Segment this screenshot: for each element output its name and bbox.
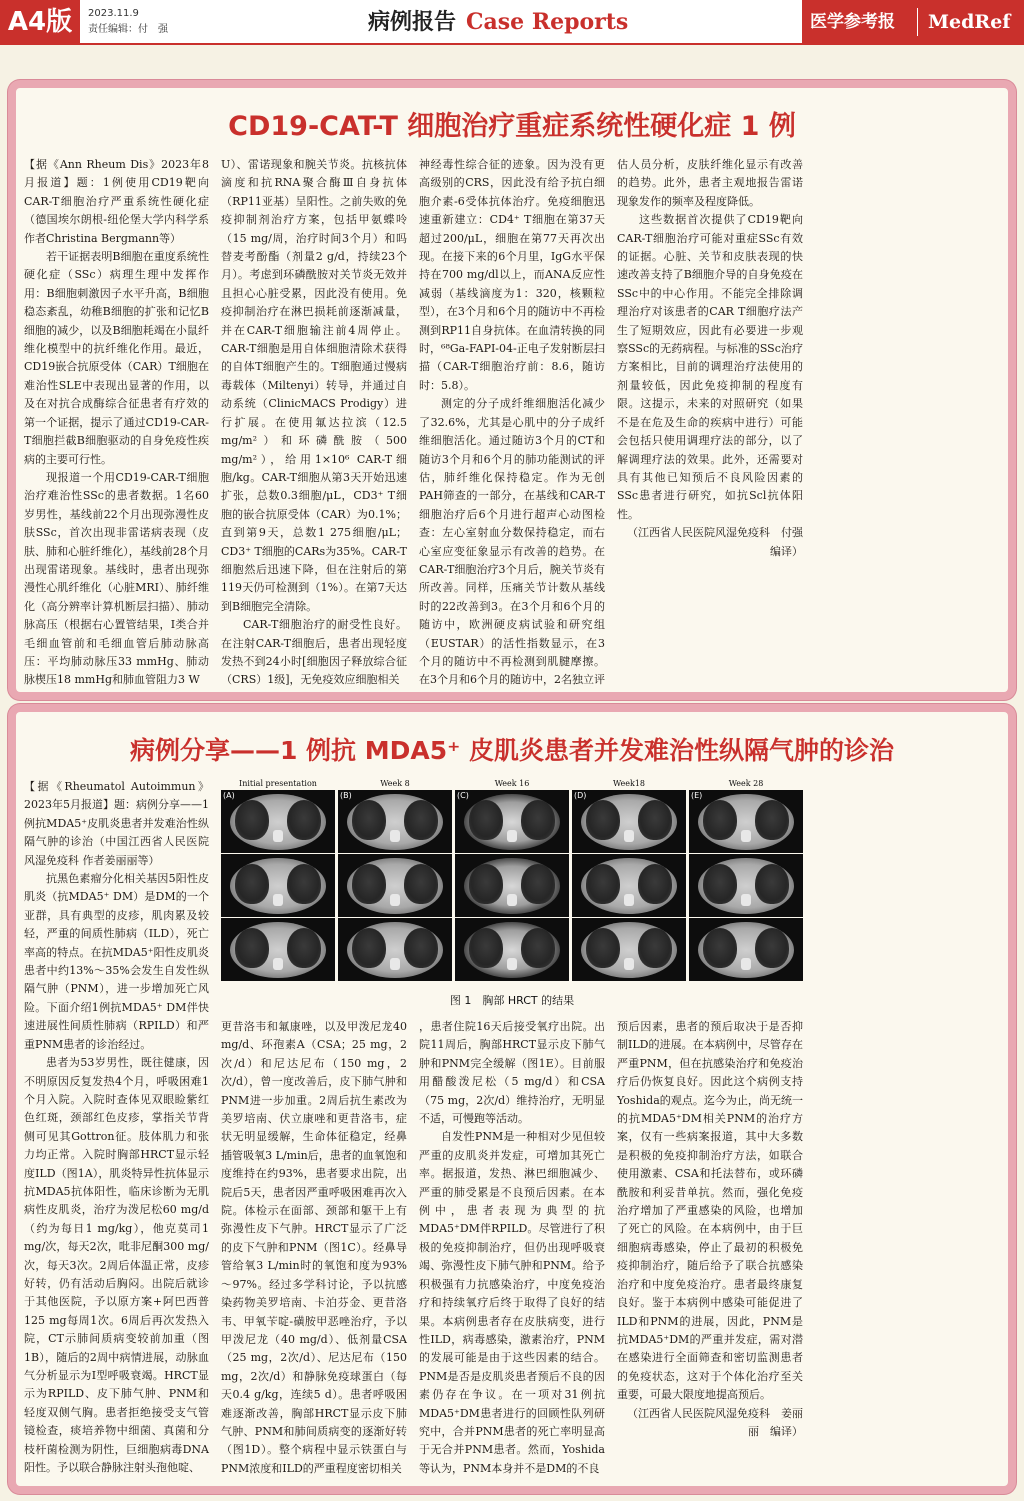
- article-signature: （江西省人民医院风湿免疫科 付强 编译）: [627, 526, 814, 558]
- edition-label: A4版: [0, 0, 80, 44]
- hrct-slice-image: [221, 918, 335, 981]
- hrct-slice-image: [338, 854, 452, 917]
- article-paragraph: 这些数据首次提供了CD19靶向CAR-T细胞治疗可能对重症SSc有效的证据。心脏、关节和皮肤表现的快速改善支持了B细胞介导的自身免疫在SSc中的中心作用。不能完全排除调理治疗对该患者的CAR T细胞疗法产生了短期效应，因此有必要进一步观察SSc的无药病程。与标准的SSc治疗方案相比，目前的调理治疗法使用的剂量较低，因此免疫抑制的程度有限。这提示，未来的对照研究（如果不是在危及生命的疾病中进行）可能会包括只使用调理疗法的部分，以了解调理疗法的效果。此外，还需要对具有其他已知预后不良风险因素的SSc患者进行研究，如抗Scl抗体阳性。: [617, 213, 803, 521]
- article-paragraph: 患者为53岁男性，既往健康，因不明原因反复发热4个月，呼吸困难1个月入院。入院时查体见双眼睑紫红色红斑，颈部红色皮疹，掌指关节背侧可见其Gottron征。肢体肌力和张力均正常。入院时胸部HRCT显示轻度ILD（图1A），肌炎特异性抗体显示抗MDA5抗体阳性，临床诊断为无肌病性皮肌炎，治疗为泼尼松60 mg/d（约为每日1 mg/kg），他克莫司1 mg/次，每天2次，吡非尼酮300 mg/次，每天3次。2周后体温正常，皮疹好转，仍有活动后胸闷。出院后就诊于其他医院，予以原方案+阿巴西普125 mg每周1次。6周后再次发热入院，CT示肺间质病变较前加重（图1B），随后的2周中病情进展，动脉血气分析显示为Ⅰ型呼吸衰竭。HRCT显示为RPILD、皮下肺气肿、PNM和轻度双侧气胸。患者拒绝接受支气管镜检查，痰培养物中细菌、真菌和分枝杆菌检测为阴性，巨细胞病毒DNA阳性。予以联合静脉注射头孢他啶、: [24, 1056, 209, 1475]
- article-paragraph: 抗黑色素瘤分化相关基因5阳性皮肌炎（抗MDA5⁺ DM）是DM的一个亚群，具有典型的皮疹，肌肉累及较轻，严重的间质性肺病（ILD），死亡率高的特点。在抗MDA5⁺阳性皮肌炎患者中约13%～35%会发生自发性纵隔气肿（PNM），进一步增加死亡风险。下面介绍1例抗MDA5⁺ DM伴快速进展性间质性肺病（RPILD）和严重PNM患者的诊治经过。: [24, 872, 209, 1051]
- hrct-timepoint-label: Week 28: [728, 779, 764, 788]
- issue-date: 2023.11.9: [88, 8, 139, 19]
- article-column: [815, 778, 1001, 1486]
- hrct-slice-image: [455, 918, 569, 981]
- hrct-panel-letter: (B): [340, 791, 352, 800]
- hrct-slice-image: [572, 790, 686, 853]
- article-paragraph: 更昔洛韦和氟康唑，以及甲泼尼龙40 mg/d、环孢素A（CSA；25 mg，2次/d）和尼达尼布（150 mg，2次/d），曾一度改善后，皮下肺气肿和PNM进一步加重。2周后抗生素改为美罗培南、伏立康唑和更昔洛韦，症状无明显缓解，生命体征稳定，经鼻插管吸氧3 L/min后，患者的血氧饱和度维持在约93%，患者要求出院，出院后5天，患者因严重呼吸困难再次入院。体检示在面部、颈部和躯干上有弥漫性皮下气肿。HRCT显示了广泛的皮下气肿和PNM（图1C）。经鼻导管给氧3 L/min时的氧饱和度为93%～97%。经过多学科讨论，予以抗感染药物美罗培南、卡泊芬金、更昔洛韦、甲氧苄啶-磺胺甲恶唑治疗，予以甲泼尼龙（40 mg/d）、低剂量CSA（25 mg，2次/d）、尼达尼布（150 mg，2次/d）和静脉免疫球蛋白（每天0.4 g/kg，连续5 d）。患者呼吸困难逐渐改善，胸部HRCT显示皮下肺气肿、PNM和肺间质病变的逐渐好转（图1D）。整个病程中显示铁蛋白与PNM浓度和ILD的严重程度密切相关: [221, 1020, 407, 1475]
- hrct-timepoint-label: Week 8: [380, 779, 410, 788]
- article-paragraph: 【据《Ann Rheum Dis》2023年8月报道】题：1例使用CD19靶向CAR-T细胞治疗严重系统性硬化症（德国埃尔朗根-纽伦堡大学内科学系 作者Christina Bergmann等）: [24, 158, 209, 245]
- hrct-panel-letter: (D): [574, 791, 587, 800]
- hrct-slice-image: [689, 790, 803, 853]
- issue-editor: 责任编辑：付 强: [88, 24, 168, 35]
- hrct-slice-image: [455, 854, 569, 917]
- issue-meta: [88, 6, 168, 38]
- article-signature: （江西省人民医院风湿免疫科 姜丽丽 编译）: [627, 1406, 803, 1438]
- article-column: [221, 156, 407, 696]
- hrct-slice-image: [689, 918, 803, 981]
- article-paragraph: 神经毒性综合征的迹象。因为没有更高级别的CRS，因此没有给予抗白细胞介素-6受体抗体治疗。免疫细胞迅速重新建立：CD4⁺ T细胞在第37天超过200/μL，细胞在第77天再次出现。在接下来的6个月里，IgG水平保持在700 mg/dl以上，而ANA反应性减弱（基线滴度为1：320，核颗粒型），在3个月和6个月的随访中不再检测到RP11自身抗体。在血清转换的同时，⁶⁸Ga-FAPI-04-正电子发射断层扫描（CAR-T细胞治疗前：8.6，随访时：5.8）。: [419, 158, 605, 392]
- hrct-slice-image: [221, 790, 335, 853]
- article-paragraph: 现报道一个用CD19-CAR-T细胞治疗难治性SSc的患者数据。1名60岁男性，基线前22个月出现弥漫性皮肤SSc，首次出现非雷诺病表现（皮肤、肺和心脏纤维化），基线前28个月出现雷诺现象。基线时，患者出现弥漫性心肌纤维化（心脏MRI）、肺纤维化（高分辨率计算机断层扫描）、肺动脉高压（根据右心置管结果，Ⅰ类合并毛细血管前和毛细血管后肺动脉高压：平均肺动脉压33 mmHg、肺动脉楔压18 mmHg和肺血管阻力3 W: [24, 470, 209, 687]
- article-paragraph: 若干证据表明B细胞在重度系统性硬化症（SSc）病理生理中发挥作用：B细胞刺激因子水平升高，B细胞稳态紊乱，幼稚B细胞的扩张和记忆B细胞的减少，以及B细胞耗竭在小鼠纤维化模型中的抗纤维化作用。最近，CD19嵌合抗原受体（CAR）T细胞在难治性SLE中表现出显著的作用，以及在对抗合成酶综合征患者有疗效的第一个证据，提示了通过CD19-CAR-T细胞拦截B细胞驱动的自身免疫性疾病的主要可行性。: [24, 250, 209, 466]
- hrct-timepoint-label: Week 16: [494, 779, 530, 788]
- hrct-panel-letter: (C): [457, 791, 469, 800]
- article-paragraph: 自发性PNM是一种相对少见但较严重的皮肌炎并发症，可增加其死亡率。据报道，发热、淋巴细胞减少、严重的肺受累是不良预后因素。在本例中，患者表现为典型的抗MDA5⁺DM伴RPILD。尽管进行了积极的免疫抑制治疗，但仍出现呼吸衰竭、弥漫性皮下肺气肿和PNM。给予积极强有力抗感染治疗，中度免疫治疗和持续氧疗后终于取得了良好的结果。本病例患者存在皮肤病变，进行性ILD，病毒感染，激素治疗，PNM的发展可能是由于这些因素的结合。PNM是否是皮肌炎患者预后不良的因素仍存在争议。在一项对31例抗MDA5⁺DM患者进行的回顾性队列研究中，合并PNM患者的死亡率明显高于无合并PNM患者。然而，Yoshida等认为，PNM本身并不是DM的不良: [419, 1130, 605, 1475]
- article-cd19-car-t: [8, 80, 1016, 700]
- hrct-series-column: [572, 778, 686, 986]
- article-paragraph: 估人员分析，皮肤纤维化显示有改善的趋势。此外，患者主观地报告雷诺现象发作的频率及程度降低。: [617, 158, 803, 208]
- article-column: [24, 778, 209, 1486]
- hrct-slice-image: [455, 790, 569, 853]
- masthead: [0, 0, 1024, 45]
- article-mda5-dermatomyositis: [8, 704, 1016, 1494]
- article-paragraph: ，患者住院16天后接受氧疗出院。出院11周后，胸部HRCT显示皮下肺气肿和PNM完全缓解（图1E）。目前服用醋酸泼尼松（5 mg/d）和CSA（75 mg，2次/d）维持治疗，无明显不适，可慢跑等活动。: [419, 1020, 605, 1126]
- hrct-series-column: [455, 778, 569, 986]
- hrct-slice-image: [572, 918, 686, 981]
- hrct-slice-image: [338, 918, 452, 981]
- brand-logo: [802, 0, 1024, 44]
- hrct-slice-image: [572, 854, 686, 917]
- article-paragraph: CAR-T细胞治疗的耐受性良好。在注射CAR-T细胞后，患者出现轻度发热不到24小时[细胞因子释放综合征（CRS）1级]，无免疫效应细胞相关: [221, 618, 407, 687]
- section-title-en: Case Reports: [466, 9, 629, 35]
- article-column: [24, 156, 209, 696]
- brand-name-cn: 医学参考报: [810, 12, 895, 32]
- figure-caption: 图 1 胸部 HRCT 的结果: [449, 994, 575, 1007]
- brand-divider: [917, 8, 918, 36]
- article-paragraph: U）、雷诺现象和腕关节炎。抗核抗体滴度和抗RNA聚合酶Ⅲ自身抗体（RP11亚基）呈阳性。之前失败的免疫抑制剂治疗方案，包括甲氨蝶呤（15 mg/周，治疗时间3个月）和吗替麦考酚酯（剂量2 g/d，持续23个月）。考虑到环磷酰胺对关节炎无效并且担心心脏受累，因此没有使用。免疫抑制治疗在淋巴损耗前逐渐减量，并在CAR-T细胞输注前4周停止。CAR-T细胞是用自体细胞清除术获得的自体T细胞产生的。T细胞通过慢病毒载体（Miltenyi）转导，并通过自动系统（ClinicMACS Prodigy）进行扩展。在使用氟达拉滨（12.5 mg/m²）和环磷酰胺（500 mg/m²），给用1×10⁶ CAR-T细胞/kg。CAR-T细胞从第3天开始迅速扩张，总数0.3细胞/μL，CD3⁺ T细胞的嵌合抗原受体（CAR）为0.1%；直到第9天，总数1 275细胞/μL；CD3⁺ T细胞的CARs为35%。CAR-T细胞然后迅速下降，但在注射后的第119天仍可检测到（1%）。在第7天达到B细胞完全清除。: [221, 158, 407, 613]
- article-column: [617, 1018, 803, 1486]
- article-title: 病例分享——1 例抗 MDA5⁺ 皮肌炎患者并发难治性纵隔气肿的诊治: [129, 736, 895, 765]
- hrct-image-grid: [221, 778, 803, 986]
- hrct-slice-image: [221, 854, 335, 917]
- article-column: [419, 156, 605, 696]
- hrct-timepoint-label: Week18: [612, 779, 646, 788]
- article-column: [617, 156, 814, 696]
- article-paragraph: 【据《Rheumatol Autoimmun》2023年5月报道】题：病例分享——1例抗MDA5⁺皮肌炎患者并发难治性纵隔气肿的诊治（中国江西省人民医院风湿免疫科 作者姜丽丽等）: [24, 780, 209, 867]
- brand-name-en: MedRef: [928, 11, 1011, 33]
- article-column: [815, 156, 1001, 696]
- article-paragraph: 预后因素，患者的预后取决于是否抑制ILD的进展。在本病例中，尽管存在严重PNM，但在抗感染治疗和免疫治疗后仍恢复良好。因此这个病例支持Yoshida的观点。迄今为止，尚无统一的抗MDA5⁺DM相关PNM的治疗方案，仅有一些病案报道，其中大多数是积极的免疫抑制治疗方法，如联合使用激素、CSA和托法替布，或环磷酰胺和利妥昔单抗。然而，强化免疫治疗增加了严重感染的风险，也增加了死亡的风险。在本病例中，由于巨细胞病毒感染，停止了最初的积极免疫抑制治疗，随后给予了联合抗感染治疗和中度免疫治疗。患者最终康复良好。鉴于本病例中感染可能促进了ILD和PNM的进展，因此，PNM是抗MDA5⁺DM的严重并发症，需对潜在感染进行全面筛查和密切监测患者的免疫状态，这对于个体化治疗至关重要，可最大限度地提高预后。: [617, 1020, 803, 1402]
- hrct-figure: [221, 778, 803, 1012]
- hrct-slice-image: [338, 790, 452, 853]
- section-title: [368, 0, 628, 44]
- hrct-slice-image: [689, 854, 803, 917]
- hrct-panel-letter: (A): [223, 791, 235, 800]
- hrct-panel-letter: (E): [691, 791, 703, 800]
- article-column: [221, 1018, 407, 1486]
- article-column: [419, 1018, 605, 1486]
- hrct-series-column: [689, 778, 803, 986]
- article-title: CD19-CAT-T 细胞治疗重症系统性硬化症 1 例: [228, 111, 796, 142]
- hrct-series-column: [221, 778, 335, 986]
- hrct-series-column: [338, 778, 452, 986]
- section-title-cn: 病例报告: [368, 10, 457, 35]
- hrct-timepoint-label: Initial presentation: [239, 779, 317, 788]
- article-paragraph: 测定的分子成纤维细胞活化减少了32.6%，尤其是心肌中的分子成纤维细胞活化。通过随访3个月的CT和随访3个月和6个月的肺功能测试的评估，肺纤维化保持稳定。作为无创PAH筛查的一部分，在基线和CAR-T细胞治疗后6个月进行超声心动图检查：左心室射血分数保持稳定，而右心室应变征象显示有改善的趋势。在CAR-T细胞治疗3个月后，腕关节炎有所改善。同样，压痛关节计数从基线时的22改善到3。在3个月和6个月的随访中，欧洲硬皮病试验和研究组（EUSTAR）的活性指数显示，在3个月的随访中不再检测到肌腱摩擦。在3个月和6个月的随访中，2名独立评: [419, 397, 605, 687]
